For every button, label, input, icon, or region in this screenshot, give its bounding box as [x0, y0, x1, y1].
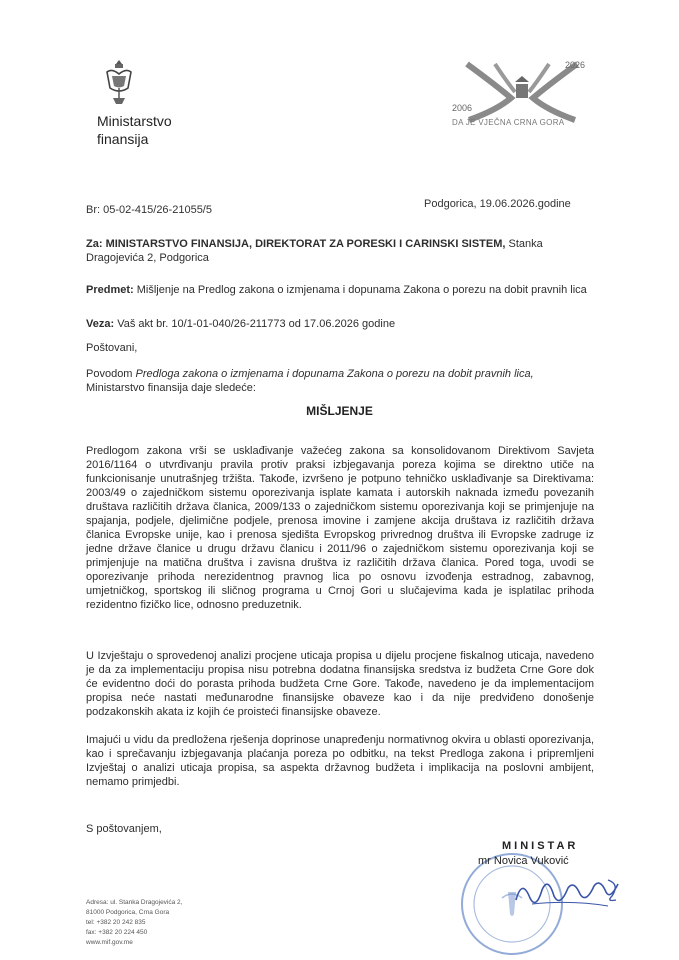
intro-paragraph — [86, 367, 594, 395]
recipient-label: Za: — [86, 238, 103, 250]
recipient-bold: MINISTARSTVO FINANSIJA, DIREKTORAT ZA PORESKI I CARINSKI SISTEM, — [105, 238, 506, 250]
ministry-name-line2: finansija — [97, 131, 149, 147]
footer-fax: fax: +382 20 224 450 — [86, 929, 148, 936]
paragraph-1: Predlogom zakona vrši se usklađivanje važećeg zakona sa konsolidovanom Direktivom Savjeta 2016/1164 o utvrđivanju pravila protiv praksi izbjegavanja poreza kojima se direktno utiče na funkcionisanje unutrašnjeg tržišta. Takođe, izvršeno je potpuno tehničko usklađivanje sa Direktivama: 2003/49 o zajedničkom sistemu oporezivanja isplate kamata i autorskih naknada između povezanih društava različitih država članica, 2009/133 o zajedničkom sistemu oporezivanja koji se primjenjuje na spajanja, podjele, djelimične podjele, prenosa imovine i zamjene akcija društava iz različitih država članica Evropske unije, kao i prenosa sjedišta Evropskog privrednog društva ili Evropske zadruge iz jedne države članice u drugu državu članicu i 2011/96 o zajedničkom sistemu oporezivanja koji se primjenjuje na matična društva i zavisna društva iz različitih država članica. Pored toga, uvodi se oporezivanje prihoda nerezidentnog pravnog lica po osnovu izvođenja estradnog, zabavnog, umjetničkog, sportskog ili sličnog programa u Crnoj Gori u slučajevima kada je isplatilac prihoda rezidentno fizičko lice, odnosno preduzetnik. — [86, 445, 594, 611]
opinion-heading: MIŠLJENJE — [306, 404, 373, 418]
closing: S poštovanjem, — [86, 823, 162, 835]
handwritten-signature — [512, 870, 626, 914]
footer-address: Adresa: ul. Stanka Dragojevića 2, — [86, 899, 183, 906]
footer-contact — [86, 898, 182, 948]
subject-text: Mišljenje na Predlog zakona o izmjenama i dopunama Zakona o porezu na dobit pravnih lica — [136, 284, 587, 296]
logo-year-right: 2026 — [565, 60, 586, 70]
document-number: Br: 05-02-415/26-21055/5 — [86, 204, 212, 216]
recipient-address: Stanka Dragojevića 2, Podgorica — [86, 238, 543, 264]
subject — [86, 283, 594, 297]
intro-prefix: Povodom — [86, 368, 133, 380]
recipient — [86, 237, 594, 265]
footer-website: www.mif.gov.me — [86, 939, 133, 946]
greeting: Poštovani, — [86, 342, 138, 354]
subject-label: Predmet: — [86, 284, 134, 296]
footer-phone: tel: +382 20 242 835 — [86, 919, 146, 926]
reference-label: Veza: — [86, 318, 115, 330]
reference — [86, 317, 594, 331]
place-date: Podgorica, 19.06.2026.godine — [424, 198, 571, 210]
ministry-name-line1: Ministarstvo — [97, 113, 172, 129]
minister-name: mr Novica Vuković — [478, 855, 569, 867]
ministry-name — [97, 112, 172, 148]
logo-year-left: 2006 — [452, 103, 473, 113]
paragraph-3: Imajući u vidu da predložena rješenja doprinose unapređenju normativnog okvira u oblasti oporezivanja, kao i sprečavanju izbjegavanja plaćanja poreza po odbitku, na tekst Predloga zakona i pripremljeni Izvještaj o analizi uticaja propisa, sa aspekta državnog budžeta i implikacija na poslovni ambijent, nemamo primjedbi. — [86, 734, 594, 788]
intro-italic: Predloga zakona o izmjenama i dopunama Zakona o porezu na dobit pravnih lica, — [135, 368, 534, 380]
reference-text: Vaš akt br. 10/1-01-040/26-211773 od 17.06.2026 godine — [117, 318, 396, 330]
footer-city: 81000 Podgorica, Crna Gora — [86, 909, 170, 916]
paragraph-2: U Izvještaju o sprovedenoj analizi procjene uticaja propisa u dijelu procjene fiskalnog uticaja, navedeno je da za implementaciju propisa nisu potrebna dodatna finansijska sredstva iz budžeta Crne Gore dok će evidentno doći do porasta prihoda budžeta Crne Gore. Takođe, navedeno je da implementacijom propisa neće nastati međunarodne finansijske obaveze kao i da nije predviđeno donošenje podzakonskih akata iz kojih će proisteći finansijske obaveze. — [86, 650, 594, 718]
coat-of-arms-icon — [104, 58, 134, 106]
minister-title: MINISTAR — [502, 840, 579, 852]
intro-suffix: Ministarstvo finansija daje sledeće: — [86, 382, 256, 394]
logo-tagline: DA JE VJEČNA CRNA GORA — [452, 118, 565, 127]
